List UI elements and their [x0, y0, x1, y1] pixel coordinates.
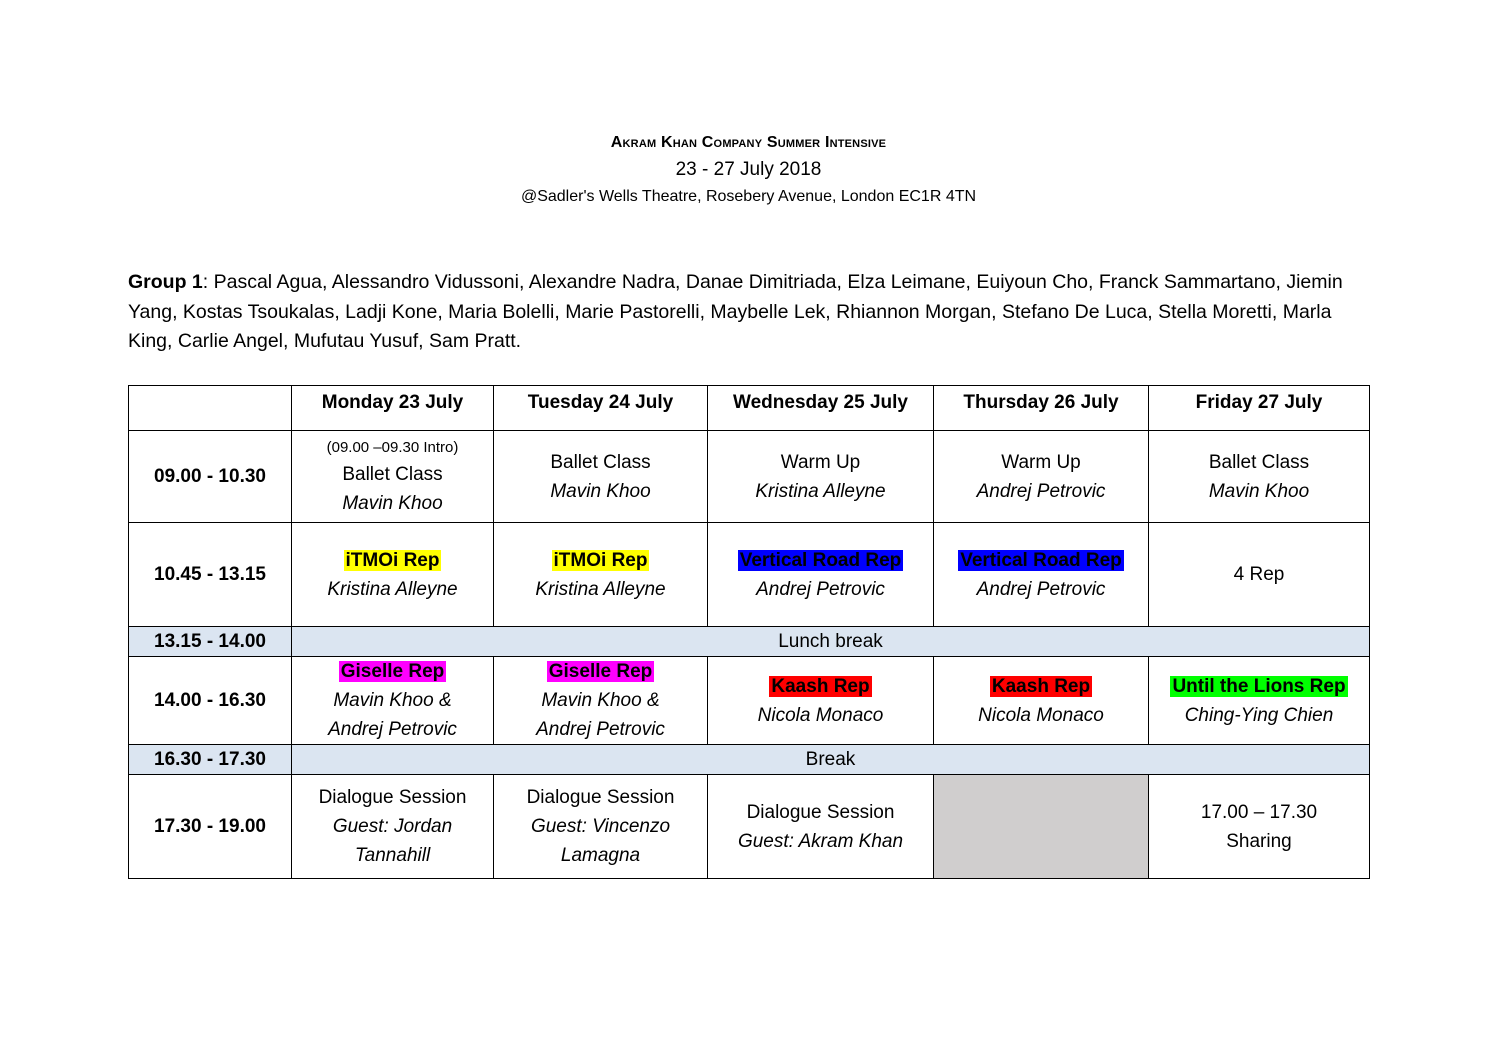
session-title-vertical-road: Vertical Road Rep [960, 549, 1122, 571]
session-title-giselle: Giselle Rep [548, 661, 653, 682]
session-cell [708, 431, 934, 523]
session-cell [494, 523, 708, 627]
day-header: Wednesday 25 July [708, 386, 934, 431]
group-members [128, 268, 1368, 357]
session-title: Warm Up [780, 451, 861, 473]
session-cell [292, 657, 494, 745]
session-teacher: Mavin Khoo & [333, 690, 452, 711]
lunch-break-label: Lunch break [292, 627, 1370, 657]
session-cell [1149, 657, 1370, 745]
day-header: Monday 23 July [292, 386, 494, 431]
session-title-giselle: Giselle Rep [340, 661, 445, 682]
day-header: Thursday 26 July [934, 386, 1149, 431]
group-label: Group 1 [128, 271, 203, 293]
session-teacher: Andrej Petrovic [536, 719, 665, 740]
time-slot: 10.45 - 13.15 [129, 523, 292, 627]
session-cell [292, 775, 494, 879]
table-row [129, 657, 1370, 745]
session-guest: Guest: Akram Khan [737, 830, 904, 852]
lunch-row [129, 627, 1370, 657]
session-title-kaash: Kaash Rep [991, 675, 1091, 697]
break-row [129, 745, 1370, 775]
session-teacher: Mavin Khoo & [541, 690, 660, 711]
session-guest: Lamagna [560, 845, 641, 866]
session-cell [708, 775, 934, 879]
session-cell [708, 657, 934, 745]
session-teacher: Ching-Ying Chien [1184, 704, 1334, 726]
table-row [129, 775, 1370, 879]
table-row [129, 523, 1370, 627]
session-cell [292, 431, 494, 523]
time-slot: 17.30 - 19.00 [129, 775, 292, 879]
session-cell [494, 431, 708, 523]
session-teacher: Andrej Petrovic [756, 578, 885, 600]
session-note: (09.00 –09.30 Intro) [326, 439, 459, 456]
time-slot: 09.00 - 10.30 [129, 431, 292, 523]
session-title: Dialogue Session [526, 787, 675, 808]
session-cell [934, 431, 1149, 523]
session-guest: Guest: Jordan [332, 816, 453, 837]
session-title: Ballet Class [342, 464, 443, 485]
day-header: Tuesday 24 July [494, 386, 708, 431]
session-title-until-the-lions: Until the Lions Rep [1172, 675, 1346, 697]
time-slot: 14.00 - 16.30 [129, 657, 292, 745]
session-title: Sharing [1226, 830, 1292, 852]
event-venue: @Sadler's Wells Theatre, Rosebery Avenue, London EC1R 4TN [520, 188, 977, 205]
session-teacher: Mavin Khoo [550, 480, 651, 502]
session-guest: Tannahill [354, 845, 431, 866]
document-title: Akram Khan Company Summer Intensive [610, 134, 887, 151]
session-cell [1149, 523, 1370, 627]
session-cell [1149, 775, 1370, 879]
corner-cell [129, 386, 292, 431]
session-cell [934, 657, 1149, 745]
session-teacher: Kristina Alleyne [535, 578, 666, 600]
session-teacher: Andrej Petrovic [976, 578, 1106, 600]
event-dates: 23 - 27 July 2018 [675, 159, 822, 180]
session-teacher: Andrej Petrovic [976, 480, 1106, 502]
session-title-vertical-road: Vertical Road Rep [739, 549, 902, 571]
session-title-itmoi: iTMOi Rep [345, 549, 440, 571]
session-title: 4 Rep [1233, 564, 1285, 585]
schedule-table [128, 385, 1370, 879]
session-title: Warm Up [1001, 451, 1081, 473]
break-label: Break [292, 745, 1370, 775]
group-member-list: : Pascal Agua, Alessandro Vidussoni, Alexandre Nadra, Danae Dimitriada, Elza Leimane, Euiyoun Cho, Franck Sammartano, Jiemin Yang, Kostas Tsoukalas, Ladji Kone, Maria Bolelli, Marie Pastorelli, Maybelle Lek, Rhiannon Morgan, Stefano De Luca, Stella Moretti, Marla King, Carlie Angel, Mufutau Yusuf, Sam Pratt. [128, 271, 1343, 352]
session-cell [1149, 431, 1370, 523]
session-cell [494, 775, 708, 879]
empty-session-cell [934, 775, 1149, 879]
session-teacher: Nicola Monaco [757, 704, 884, 726]
document-header [0, 130, 1497, 210]
time-slot: 16.30 - 17.30 [129, 745, 292, 775]
session-title: Ballet Class [1208, 451, 1310, 473]
session-teacher: Mavin Khoo [342, 493, 443, 514]
session-teacher: Kristina Alleyne [755, 480, 886, 502]
day-header: Friday 27 July [1149, 386, 1370, 431]
session-title: Ballet Class [550, 451, 651, 473]
session-cell [934, 523, 1149, 627]
time-slot: 13.15 - 14.00 [129, 627, 292, 657]
table-row [129, 431, 1370, 523]
session-title: Dialogue Session [746, 801, 895, 823]
table-header-row [129, 386, 1370, 431]
session-teacher: Nicola Monaco [978, 704, 1104, 726]
session-cell [494, 657, 708, 745]
session-teacher: Mavin Khoo [1208, 480, 1310, 502]
session-title-kaash: Kaash Rep [771, 675, 870, 697]
session-title: Dialogue Session [318, 787, 467, 808]
session-title-itmoi: iTMOi Rep [553, 549, 648, 571]
session-cell [708, 523, 934, 627]
session-teacher: Kristina Alleyne [327, 578, 458, 600]
session-guest: Guest: Vincenzo [530, 816, 671, 837]
session-teacher: Andrej Petrovic [328, 719, 457, 740]
session-cell [292, 523, 494, 627]
session-time: 17.00 – 17.30 [1200, 801, 1318, 823]
